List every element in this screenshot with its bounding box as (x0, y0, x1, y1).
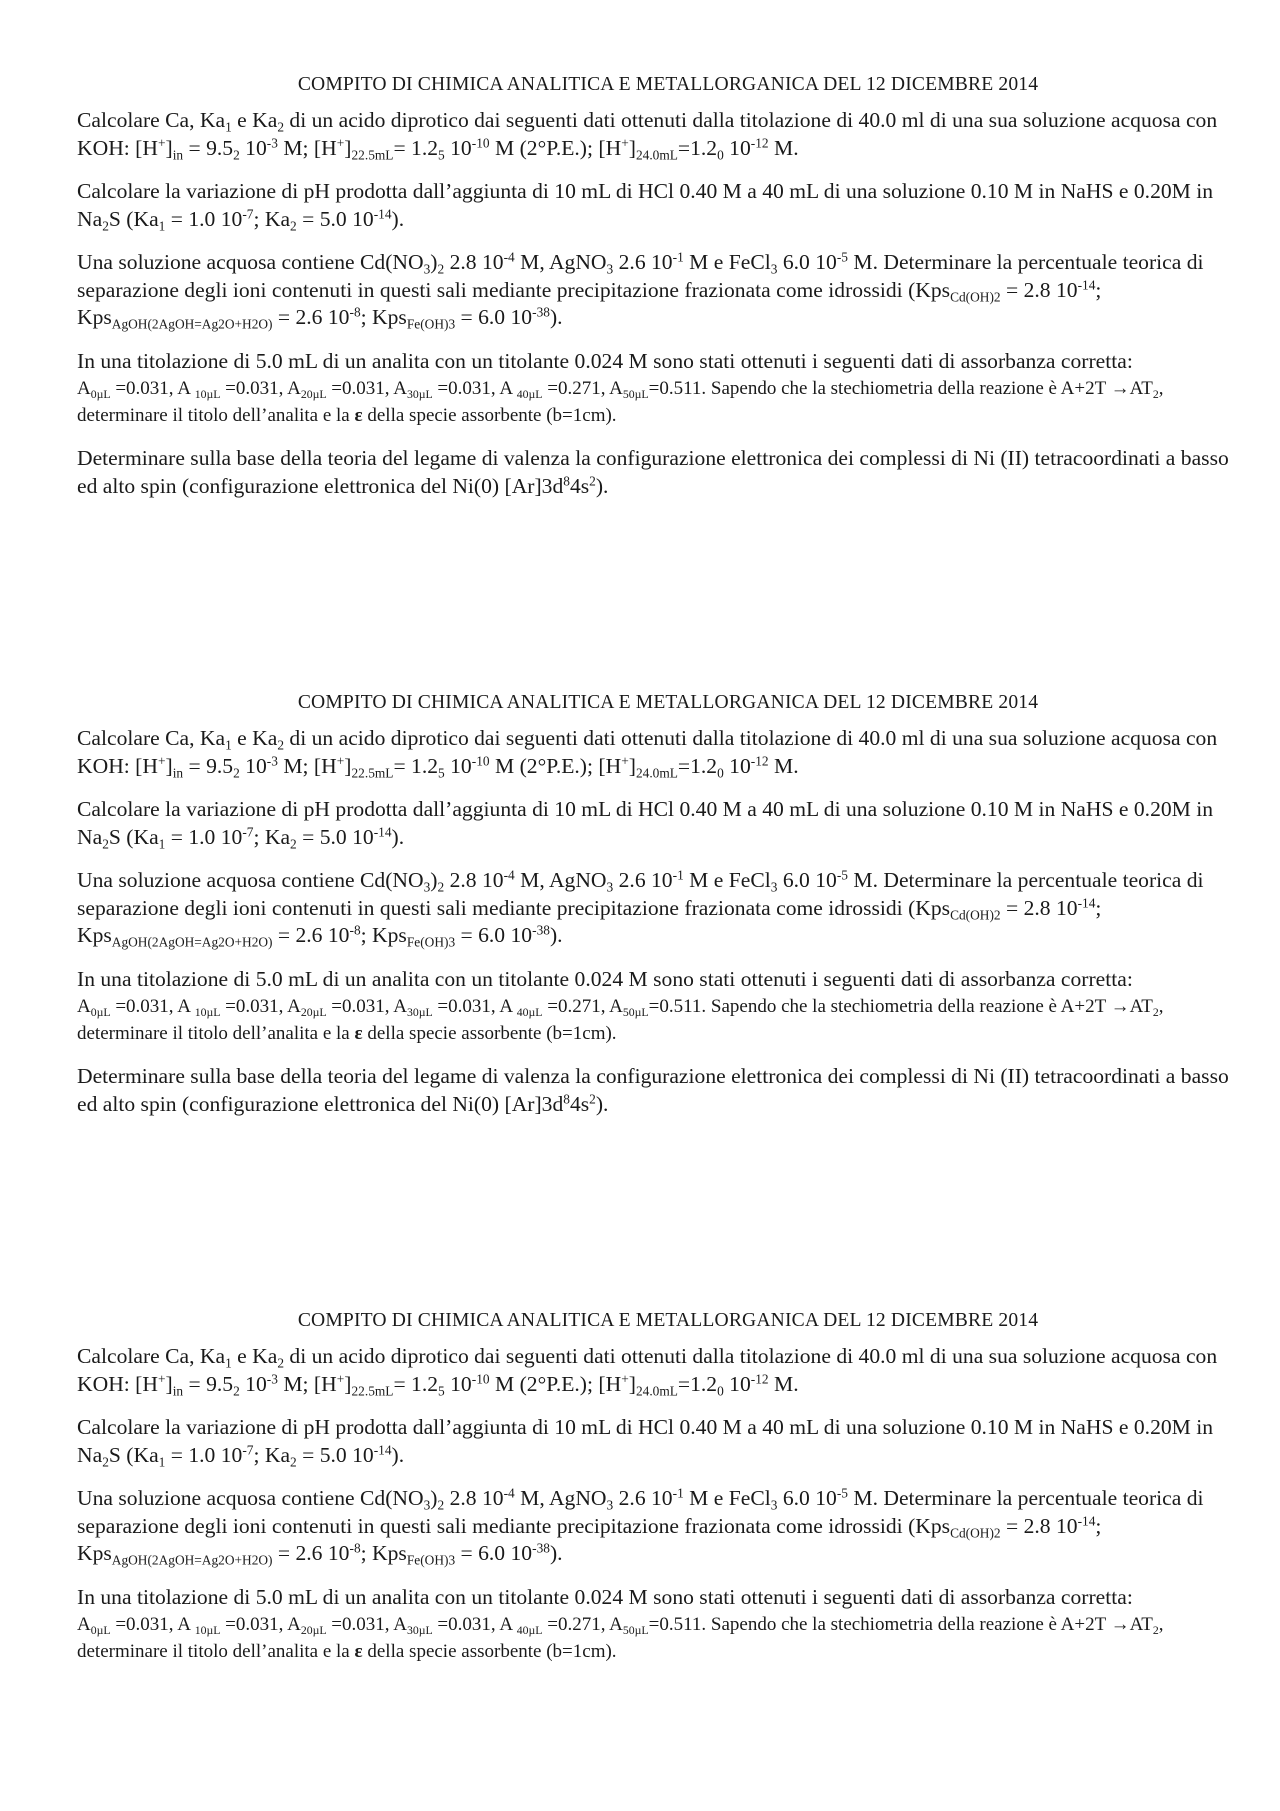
subscript: AgOH(2AgOH=Ag2O+H2O) (111, 934, 273, 950)
subscript: 2 (1152, 1624, 1159, 1638)
superscript: 2 (589, 1091, 596, 1107)
text: =0.031, A (432, 996, 517, 1017)
text: ] (165, 1371, 173, 1396)
superscript: + (157, 753, 166, 769)
superscript: -12 (750, 753, 769, 769)
text: ; Ka (253, 206, 291, 231)
subscript: 1 (158, 218, 166, 234)
superscript: + (621, 753, 629, 769)
text: ; Kps (360, 1541, 407, 1565)
exercise-2 (77, 796, 1247, 851)
text: S (Ka (108, 824, 159, 849)
text: =0.031, A (326, 996, 407, 1017)
superscript: -14 (1077, 1513, 1096, 1529)
text: M, AgNO (514, 868, 607, 892)
text: 4s (569, 1091, 590, 1116)
text: = 1.2 (393, 135, 439, 160)
text: ). (595, 1091, 609, 1116)
text: M. (768, 753, 799, 778)
subscript: 1 (225, 1355, 232, 1371)
text: =0.511. Sapendo che la stechiometria della reazione è A+2T →AT (648, 378, 1153, 399)
text: ). (391, 206, 405, 231)
exercise-1 (77, 725, 1247, 780)
text: di un acido diprotico dai seguenti dati ottenuti dalla titolazione di 40.0 ml di una sua soluzione acquosa con KOH: [H (77, 108, 1218, 160)
text: di un acido diprotico dai seguenti dati ottenuti dalla titolazione di 40.0 ml di una sua soluzione acquosa con KOH: [H (77, 1344, 1218, 1396)
text: M; [H (277, 135, 337, 160)
subscript: 2 (102, 218, 109, 234)
text: = 2.8 10 (1000, 1513, 1078, 1538)
text: = 1.0 10 (165, 824, 243, 849)
text: M e FeCl (683, 868, 771, 892)
superscript: -7 (242, 206, 254, 222)
subscript: 2 (277, 119, 285, 135)
exercise-4 (77, 966, 1247, 1048)
text: ; Ka (253, 1442, 291, 1467)
subscript: 1 (158, 1454, 166, 1470)
superscript: -5 (836, 249, 848, 265)
text: ). (549, 1541, 563, 1565)
text: ; Ka (253, 824, 291, 849)
subscript: 2 (290, 1454, 297, 1470)
text: 10 (444, 1371, 472, 1396)
text: =0.031, A (220, 1614, 301, 1635)
text: Calcolare la variazione di pH prodotta dall’aggiunta di 10 mL di HCl 0.40 M a 40 mL di una soluzione 0.10 M in NaHS e 0.20M in Na (77, 1415, 1214, 1467)
text: ). (549, 305, 563, 329)
text: M; [H (277, 1371, 337, 1396)
subscript: 3 (770, 1497, 778, 1513)
exercise-1 (77, 107, 1247, 162)
superscript: -5 (836, 867, 848, 883)
text: 2.8 10 (444, 868, 504, 892)
text: 10 (239, 753, 267, 778)
text: 2.6 10 (613, 868, 673, 892)
subscript: 40µL (516, 1006, 543, 1020)
exam-block (77, 1310, 1247, 1681)
text: = 5.0 10 (296, 206, 374, 231)
subscript: 2 (277, 737, 285, 753)
superscript: + (336, 135, 345, 151)
text: In una titolazione di 5.0 mL di un analita con un titolante 0.024 M sono stati ottenuti i seguenti dati di assorbanza corretta: (77, 348, 1133, 373)
text: Determinare sulla base della teoria del legame di valenza la configurazione elettronica dei complessi di Ni (II) tetracoordinati a basso ed alto spin (configurazione elettronica del Ni(0) [Ar]3d (77, 1064, 1229, 1116)
text: della specie assorbente (b=1cm). (362, 1641, 617, 1662)
superscript: -3 (266, 753, 278, 769)
subscript: Cd(OH)2 (950, 289, 1001, 305)
text: M. (768, 1371, 799, 1396)
absorbance-data (77, 993, 1247, 1047)
exam-title: COMPITO DI CHIMICA ANALITICA E METALLORGANICA DEL 12 DICEMBRE 2014 (297, 1310, 1039, 1331)
text: = 2.6 10 (272, 1541, 350, 1565)
superscript: -12 (750, 135, 769, 151)
text: =0.031, A (220, 378, 301, 399)
text: = 9.5 (183, 1371, 234, 1396)
subscript: 24.0mL (635, 765, 678, 781)
exercise-4 (77, 348, 1247, 430)
text: Calcolare Ca, Ka (77, 108, 226, 132)
text: 2.6 10 (613, 250, 673, 274)
superscript: -7 (242, 824, 254, 840)
subscript: 50µL (622, 1624, 649, 1638)
subscript: 40µL (516, 388, 543, 402)
text: = 2.6 10 (272, 305, 350, 329)
subscript: 2 (233, 1383, 240, 1399)
superscript: -8 (349, 304, 361, 320)
text: M (2°P.E.); [H (489, 135, 622, 160)
subscript: Cd(OH)2 (950, 907, 1001, 923)
subscript: 2 (1152, 1006, 1159, 1020)
subscript: 0µL (90, 388, 111, 402)
superscript: -4 (503, 1485, 515, 1501)
text: ] (344, 135, 352, 160)
exercise-5 (77, 1063, 1247, 1118)
text: M. Determinare la percentuale teorica di separazione degli ioni contenuti in questi sali mediante precipitazione frazionata come idrossidi (Kps (77, 868, 1204, 920)
subscript: 3 (606, 879, 614, 895)
subscript: 3 (770, 261, 778, 277)
text: ). (391, 1442, 405, 1467)
text: S (Ka (108, 206, 159, 231)
text: e Ka (231, 726, 278, 750)
text: = 9.5 (183, 753, 234, 778)
subscript: 20µL (300, 1624, 327, 1638)
text: 2.8 10 (444, 1486, 504, 1510)
superscript: -4 (503, 249, 515, 265)
subscript: 2 (277, 1355, 285, 1371)
text: ) (430, 868, 438, 892)
exercise-5 (77, 445, 1247, 500)
text: = 5.0 10 (296, 824, 374, 849)
subscript: 2 (1152, 388, 1159, 402)
subscript: 3 (606, 261, 614, 277)
subscript: 3 (423, 261, 431, 277)
superscript: + (621, 135, 629, 151)
text: Calcolare Ca, Ka (77, 1344, 226, 1368)
text: Determinare sulla base della teoria del legame di valenza la configurazione elettronica dei complessi di Ni (II) tetracoordinati a basso ed alto spin (configurazione elettronica del Ni(0) [Ar]3d (77, 446, 1229, 498)
superscript: -14 (373, 824, 392, 840)
text: = 6.0 10 (455, 923, 533, 947)
superscript: -14 (1077, 895, 1096, 911)
subscript: 10µL (194, 1006, 221, 1020)
superscript: + (621, 1371, 629, 1387)
text: 10 (239, 135, 267, 160)
text: ] (165, 135, 173, 160)
text: =0.271, A (542, 378, 623, 399)
text: =1.2 (677, 753, 718, 778)
text: Calcolare Ca, Ka (77, 726, 226, 750)
text: ] (344, 1371, 352, 1396)
exercise-3 (77, 249, 1247, 332)
text: =0.031, A (326, 1614, 407, 1635)
superscript: + (336, 753, 345, 769)
superscript: -3 (266, 135, 278, 151)
subscript: 0 (717, 1383, 724, 1399)
text: M, AgNO (514, 250, 607, 274)
text: A (77, 1614, 91, 1635)
subscript: 5 (438, 765, 445, 781)
text: = 2.6 10 (272, 923, 350, 947)
superscript: -38 (532, 304, 550, 320)
superscript: -10 (471, 135, 490, 151)
text: M e FeCl (683, 250, 771, 274)
text: =0.031, A (432, 1614, 517, 1635)
text: =0.271, A (542, 1614, 623, 1635)
superscript: -10 (471, 1371, 490, 1387)
superscript: -14 (373, 206, 392, 222)
superscript: -4 (503, 867, 515, 883)
text: =0.031, A (220, 996, 301, 1017)
exam-block (77, 74, 1247, 516)
text: Una soluzione acquosa contiene Cd(NO (77, 250, 424, 274)
text: In una titolazione di 5.0 mL di un analita con un titolante 0.024 M sono stati ottenuti i seguenti dati di assorbanza corretta: (77, 966, 1133, 991)
text: ] (628, 135, 636, 160)
subscript: 3 (423, 879, 431, 895)
text: =0.271, A (542, 996, 623, 1017)
text: =0.511. Sapendo che la stechiometria della reazione è A+2T →AT (648, 996, 1153, 1017)
superscript: 8 (563, 473, 570, 489)
subscript: 5 (438, 147, 445, 163)
text: ; Kps (77, 895, 1102, 947)
subscript: 2 (290, 836, 297, 852)
superscript: -12 (750, 1371, 769, 1387)
absorbance-data (77, 375, 1247, 429)
subscript: 1 (158, 836, 166, 852)
subscript: 10µL (194, 1624, 221, 1638)
text: di un acido diprotico dai seguenti dati ottenuti dalla titolazione di 40.0 ml di una sua soluzione acquosa con KOH: [H (77, 726, 1218, 778)
exercise-3 (77, 1485, 1247, 1568)
subscript: 2 (233, 147, 240, 163)
subscript: 2 (437, 261, 445, 277)
text: =0.031, A (432, 378, 517, 399)
subscript: 1 (225, 737, 232, 753)
text: 10 (444, 135, 472, 160)
subscript: 20µL (300, 388, 327, 402)
superscript: -1 (672, 867, 684, 883)
text: 6.0 10 (777, 250, 837, 274)
superscript: -5 (836, 1485, 848, 1501)
exercise-2 (77, 178, 1247, 233)
text: ). (595, 473, 609, 498)
subscript: 2 (437, 1497, 445, 1513)
subscript: 50µL (622, 1006, 649, 1020)
text: = 1.2 (393, 753, 439, 778)
superscript: + (157, 135, 166, 151)
superscript: -1 (672, 1485, 684, 1501)
text: 2.6 10 (613, 1486, 673, 1510)
exercise-3 (77, 867, 1247, 950)
superscript: -38 (532, 1540, 550, 1556)
epsilon-symbol: ε (354, 1641, 363, 1662)
exam-block (77, 692, 1247, 1134)
superscript: -38 (532, 922, 550, 938)
text: ] (344, 753, 352, 778)
text: = 2.8 10 (1000, 277, 1078, 302)
text: = 1.0 10 (165, 206, 243, 231)
subscript: 40µL (516, 1624, 543, 1638)
text: S (Ka (108, 1442, 159, 1467)
text: 10 (723, 135, 751, 160)
subscript: Fe(OH)3 (406, 1552, 456, 1568)
subscript: in (172, 765, 184, 781)
text: = 9.5 (183, 135, 234, 160)
text: M e FeCl (683, 1486, 771, 1510)
subscript: 10µL (194, 388, 221, 402)
subscript: 0 (717, 765, 724, 781)
subscript: in (172, 1383, 184, 1399)
superscript: 2 (589, 473, 596, 489)
subscript: Cd(OH)2 (950, 1525, 1001, 1541)
exam-title: COMPITO DI CHIMICA ANALITICA E METALLORGANICA DEL 12 DICEMBRE 2014 (297, 692, 1039, 713)
superscript: -1 (672, 249, 684, 265)
text: M, AgNO (514, 1486, 607, 1510)
superscript: -8 (349, 1540, 361, 1556)
subscript: 0 (717, 147, 724, 163)
text: = 2.8 10 (1000, 895, 1078, 920)
text: , determinare il titolo dell’analita e la (77, 1614, 1164, 1662)
text: M (2°P.E.); [H (489, 753, 622, 778)
text: Calcolare la variazione di pH prodotta dall’aggiunta di 10 mL di HCl 0.40 M a 40 mL di una soluzione 0.10 M in NaHS e 0.20M in Na (77, 179, 1214, 231)
text: e Ka (231, 108, 278, 132)
subscript: 2 (102, 1454, 109, 1470)
superscript: -14 (1077, 277, 1096, 293)
subscript: 2 (437, 879, 445, 895)
text: ; Kps (77, 1513, 1102, 1565)
subscript: 24.0mL (635, 1383, 678, 1399)
text: M. (768, 135, 799, 160)
subscript: 0µL (90, 1006, 111, 1020)
absorbance-data (77, 1611, 1247, 1665)
text: = 1.2 (393, 1371, 439, 1396)
subscript: Fe(OH)3 (406, 316, 456, 332)
text: ; Kps (77, 277, 1102, 329)
subscript: 1 (225, 119, 232, 135)
text: M. Determinare la percentuale teorica di separazione degli ioni contenuti in questi sali mediante precipitazione frazionata come idrossidi (Kps (77, 250, 1204, 302)
superscript: + (157, 1371, 166, 1387)
subscript: 2 (290, 218, 297, 234)
superscript: -14 (373, 1442, 392, 1458)
subscript: 3 (606, 1497, 614, 1513)
text: =1.2 (677, 1371, 718, 1396)
text: = 1.0 10 (165, 1442, 243, 1467)
text: =0.031, A (326, 378, 407, 399)
text: M. Determinare la percentuale teorica di separazione degli ioni contenuti in questi sali mediante precipitazione frazionata come idrossidi (Kps (77, 1486, 1204, 1538)
text: M; [H (277, 753, 337, 778)
subscript: 3 (770, 879, 778, 895)
superscript: -3 (266, 1371, 278, 1387)
text: =0.031, A (110, 378, 195, 399)
text: 10 (723, 753, 751, 778)
text: ; Kps (360, 305, 407, 329)
text: A (77, 378, 91, 399)
epsilon-symbol: ε (354, 405, 363, 426)
text: della specie assorbente (b=1cm). (362, 405, 617, 426)
subscript: 22.5mL (351, 1383, 394, 1399)
subscript: 2 (233, 765, 240, 781)
subscript: 20µL (300, 1006, 327, 1020)
text: 4s (569, 473, 590, 498)
text: 10 (239, 1371, 267, 1396)
text: 6.0 10 (777, 868, 837, 892)
subscript: 30µL (406, 1624, 433, 1638)
text: 6.0 10 (777, 1486, 837, 1510)
subscript: AgOH(2AgOH=Ag2O+H2O) (111, 1552, 273, 1568)
text: =0.031, A (110, 996, 195, 1017)
text: Una soluzione acquosa contiene Cd(NO (77, 868, 424, 892)
text: 10 (444, 753, 472, 778)
text: ) (430, 250, 438, 274)
text: 10 (723, 1371, 751, 1396)
text: = 5.0 10 (296, 1442, 374, 1467)
text: , determinare il titolo dell’analita e la (77, 996, 1164, 1044)
text: Calcolare la variazione di pH prodotta dall’aggiunta di 10 mL di HCl 0.40 M a 40 mL di una soluzione 0.10 M in NaHS e 0.20M in Na (77, 797, 1214, 849)
text: =1.2 (677, 135, 718, 160)
exercise-2 (77, 1414, 1247, 1469)
superscript: 8 (563, 1091, 570, 1107)
text: =0.511. Sapendo che la stechiometria della reazione è A+2T →AT (648, 1614, 1153, 1635)
subscript: in (172, 147, 184, 163)
subscript: 3 (423, 1497, 431, 1513)
text: ) (430, 1486, 438, 1510)
subscript: 30µL (406, 1006, 433, 1020)
text: ; Kps (360, 923, 407, 947)
subscript: 0µL (90, 1624, 111, 1638)
text: In una titolazione di 5.0 mL di un analita con un titolante 0.024 M sono stati ottenuti i seguenti dati di assorbanza corretta: (77, 1584, 1133, 1609)
text: M (2°P.E.); [H (489, 1371, 622, 1396)
text: =0.031, A (110, 1614, 195, 1635)
text: ] (165, 753, 173, 778)
subscript: 2 (102, 836, 109, 852)
exercise-1 (77, 1343, 1247, 1398)
text: della specie assorbente (b=1cm). (362, 1023, 617, 1044)
text: = 6.0 10 (455, 1541, 533, 1565)
text: ] (628, 753, 636, 778)
text: ] (628, 1371, 636, 1396)
subscript: 24.0mL (635, 147, 678, 163)
text: e Ka (231, 1344, 278, 1368)
exam-title: COMPITO DI CHIMICA ANALITICA E METALLORGANICA DEL 12 DICEMBRE 2014 (297, 74, 1039, 95)
text: Una soluzione acquosa contiene Cd(NO (77, 1486, 424, 1510)
subscript: Fe(OH)3 (406, 934, 456, 950)
text: , determinare il titolo dell’analita e la (77, 378, 1164, 426)
text: A (77, 996, 91, 1017)
subscript: 22.5mL (351, 147, 394, 163)
superscript: -7 (242, 1442, 254, 1458)
epsilon-symbol: ε (354, 1023, 363, 1044)
text: 2.8 10 (444, 250, 504, 274)
superscript: -10 (471, 753, 490, 769)
subscript: AgOH(2AgOH=Ag2O+H2O) (111, 316, 273, 332)
subscript: 22.5mL (351, 765, 394, 781)
superscript: -8 (349, 922, 361, 938)
superscript: + (336, 1371, 345, 1387)
subscript: 50µL (622, 388, 649, 402)
text: ). (549, 923, 563, 947)
subscript: 5 (438, 1383, 445, 1399)
exercise-4 (77, 1584, 1247, 1666)
text: ). (391, 824, 405, 849)
subscript: 30µL (406, 388, 433, 402)
text: = 6.0 10 (455, 305, 533, 329)
